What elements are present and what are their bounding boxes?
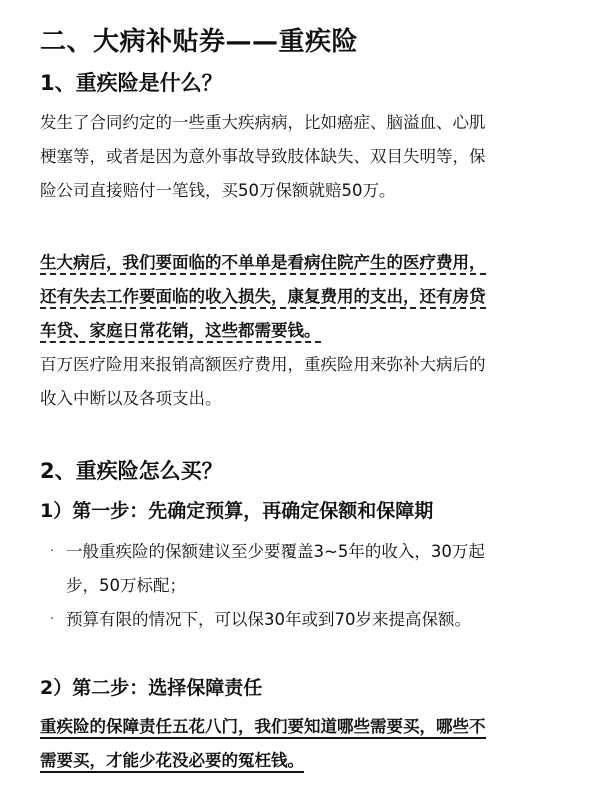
step2-emphasis-paragraph — [40, 710, 580, 778]
bullet-dot-icon: · — [50, 612, 55, 627]
emphasis-line: 车贷、家庭日常花销，这些都需要钱。 — [40, 321, 321, 343]
bullet-dot-icon: · — [50, 544, 55, 559]
step1-heading: 1）第一步：先确定预算，再确定保额和保障期 — [40, 500, 434, 522]
step2-heading: 2）第二步：选择保障责任 — [40, 677, 263, 699]
text-line: 收入中断以及各项支出。 — [40, 389, 222, 408]
section1-emphasis-paragraph — [40, 246, 580, 348]
section1-heading: 1、重疾险是什么？ — [40, 71, 223, 95]
bullet-text: 步，50万标配； — [66, 576, 186, 595]
bullet-item-2 — [50, 603, 580, 637]
emphasis-line: 需要买，才能少花没必要的冤枉钱。 — [40, 751, 304, 773]
bullet-text: 预算有限的情况下，可以保30年或到70岁来提高保额。 — [66, 610, 471, 629]
emphasis-line: 还有失去工作要面临的收入损失，康复费用的支出，还有房贷 — [40, 287, 486, 309]
text-line: 梗塞等，或者是因为意外事故导致肢体缺失、双目失明等，保 — [40, 147, 486, 166]
text-line: 险公司直接赔付一笔钱，买50万保额就赔50万。 — [40, 181, 396, 200]
section1-paragraph-1 — [40, 106, 580, 208]
page-title: 二、大病补贴券——重疾险 — [40, 27, 359, 57]
text-line: 发生了合同约定的一些重大疾病病，比如癌症、脑溢血、心肌 — [40, 113, 486, 132]
section1-paragraph-3 — [40, 348, 580, 416]
emphasis-line: 重疾险的保障责任五花八门，我们要知道哪些需要买，哪些不 — [40, 717, 486, 739]
text-line: 百万医疗险用来报销高额医疗费用，重疾险用来弥补大病后的 — [40, 355, 486, 374]
section2-heading: 2、重疾险怎么买？ — [40, 459, 223, 483]
bullet-text: 一般重疾险的保额建议至少要覆盖3~5年的收入，30万起 — [66, 542, 485, 561]
emphasis-line: 生大病后，我们要面临的不单单是看病住院产生的医疗费用， — [40, 253, 486, 275]
bullet-item-1 — [50, 535, 580, 603]
